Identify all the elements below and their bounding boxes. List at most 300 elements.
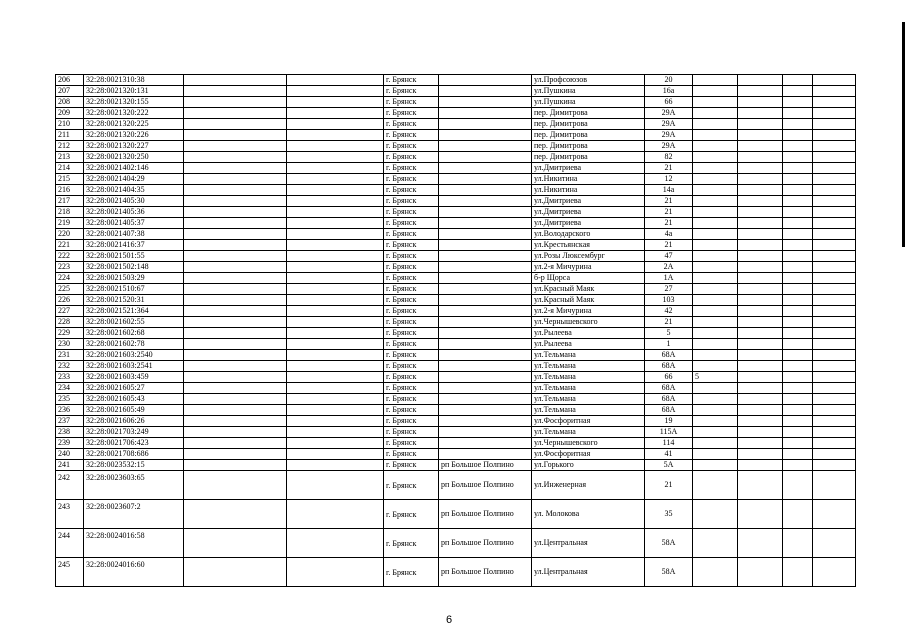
register-table — [55, 74, 856, 587]
row-number: 217 — [56, 196, 84, 207]
empty-cell — [184, 97, 287, 108]
cadastral-number: 32:28:0021602:78 — [84, 339, 184, 350]
empty-cell — [813, 471, 856, 500]
table-row — [56, 119, 856, 130]
extra-cell — [693, 339, 738, 350]
table-row — [56, 427, 856, 438]
house-number: 103 — [645, 295, 693, 306]
empty-cell — [813, 152, 856, 163]
street: ул.Пушкина — [532, 86, 645, 97]
empty-cell — [287, 438, 384, 449]
city: г. Брянск — [384, 372, 439, 383]
row-number: 221 — [56, 240, 84, 251]
city: г. Брянск — [384, 558, 439, 587]
cadastral-number: 32:28:0021502:148 — [84, 262, 184, 273]
empty-cell — [287, 75, 384, 86]
extra-cell — [693, 416, 738, 427]
city: г. Брянск — [384, 207, 439, 218]
empty-cell — [184, 119, 287, 130]
empty-cell — [738, 218, 783, 229]
house-number: 35 — [645, 500, 693, 529]
empty-cell — [783, 86, 813, 97]
empty-cell — [287, 350, 384, 361]
cadastral-number: 32:28:0021603:2540 — [84, 350, 184, 361]
empty-cell — [184, 500, 287, 529]
city: г. Брянск — [384, 328, 439, 339]
empty-cell — [783, 328, 813, 339]
settlement — [439, 383, 532, 394]
row-number: 206 — [56, 75, 84, 86]
empty-cell — [738, 427, 783, 438]
extra-cell — [693, 383, 738, 394]
empty-cell — [287, 185, 384, 196]
empty-cell — [783, 558, 813, 587]
table-row — [56, 394, 856, 405]
empty-cell — [287, 141, 384, 152]
empty-cell — [813, 75, 856, 86]
empty-cell — [184, 306, 287, 317]
empty-cell — [287, 196, 384, 207]
row-number: 242 — [56, 471, 84, 500]
street: ул.Центральная — [532, 558, 645, 587]
empty-cell — [813, 438, 856, 449]
empty-cell — [738, 339, 783, 350]
empty-cell — [783, 240, 813, 251]
street: пер. Димитрова — [532, 119, 645, 130]
cadastral-number: 32:28:0021521:364 — [84, 306, 184, 317]
table-row — [56, 500, 856, 529]
empty-cell — [738, 229, 783, 240]
empty-cell — [813, 500, 856, 529]
empty-cell — [287, 152, 384, 163]
city: г. Брянск — [384, 97, 439, 108]
empty-cell — [813, 405, 856, 416]
cadastral-number: 32:28:0021706:423 — [84, 438, 184, 449]
extra-cell — [693, 273, 738, 284]
city: г. Брянск — [384, 218, 439, 229]
street: ул.Чернышевского — [532, 317, 645, 328]
table-row — [56, 416, 856, 427]
extra-cell — [693, 361, 738, 372]
settlement — [439, 240, 532, 251]
extra-cell: 5 — [693, 372, 738, 383]
street: ул.Тельмана — [532, 350, 645, 361]
house-number: 47 — [645, 251, 693, 262]
city: г. Брянск — [384, 471, 439, 500]
settlement — [439, 119, 532, 130]
row-number: 240 — [56, 449, 84, 460]
empty-cell — [287, 317, 384, 328]
empty-cell — [783, 427, 813, 438]
table-row — [56, 229, 856, 240]
street: б-р Щорса — [532, 273, 645, 284]
table-row — [56, 185, 856, 196]
empty-cell — [813, 86, 856, 97]
empty-cell — [287, 529, 384, 558]
empty-cell — [813, 119, 856, 130]
empty-cell — [813, 273, 856, 284]
row-number: 227 — [56, 306, 84, 317]
city: г. Брянск — [384, 196, 439, 207]
house-number: 68А — [645, 350, 693, 361]
cadastral-number: 32:28:0021503:29 — [84, 273, 184, 284]
empty-cell — [783, 75, 813, 86]
cadastral-number: 32:28:0023607:2 — [84, 500, 184, 529]
extra-cell — [693, 317, 738, 328]
city: г. Брянск — [384, 405, 439, 416]
table-row — [56, 558, 856, 587]
empty-cell — [783, 471, 813, 500]
house-number: 16а — [645, 86, 693, 97]
empty-cell — [184, 108, 287, 119]
city: г. Брянск — [384, 174, 439, 185]
empty-cell — [184, 218, 287, 229]
empty-cell — [783, 163, 813, 174]
cadastral-number: 32:28:0021603:459 — [84, 372, 184, 383]
empty-cell — [813, 427, 856, 438]
empty-cell — [738, 383, 783, 394]
cadastral-number: 32:28:0021320:250 — [84, 152, 184, 163]
empty-cell — [813, 196, 856, 207]
empty-cell — [738, 119, 783, 130]
row-number: 235 — [56, 394, 84, 405]
street: ул.Горького — [532, 460, 645, 471]
table-row — [56, 372, 856, 383]
city: г. Брянск — [384, 119, 439, 130]
empty-cell — [738, 273, 783, 284]
row-number: 239 — [56, 438, 84, 449]
city: г. Брянск — [384, 306, 439, 317]
table-row — [56, 152, 856, 163]
empty-cell — [184, 361, 287, 372]
row-number: 218 — [56, 207, 84, 218]
table-row — [56, 339, 856, 350]
extra-cell — [693, 500, 738, 529]
empty-cell — [287, 174, 384, 185]
city: г. Брянск — [384, 438, 439, 449]
row-number: 212 — [56, 141, 84, 152]
settlement: рп Большое Полпино — [439, 558, 532, 587]
table-row — [56, 273, 856, 284]
settlement — [439, 196, 532, 207]
empty-cell — [184, 141, 287, 152]
settlement — [439, 130, 532, 141]
extra-cell — [693, 207, 738, 218]
empty-cell — [738, 449, 783, 460]
empty-cell — [184, 174, 287, 185]
table-row — [56, 108, 856, 119]
empty-cell — [184, 449, 287, 460]
settlement — [439, 86, 532, 97]
empty-cell — [783, 185, 813, 196]
empty-cell — [813, 529, 856, 558]
row-number: 211 — [56, 130, 84, 141]
row-number: 228 — [56, 317, 84, 328]
row-number: 226 — [56, 295, 84, 306]
street: ул.Тельмана — [532, 372, 645, 383]
row-number: 231 — [56, 350, 84, 361]
empty-cell — [738, 350, 783, 361]
cadastral-number: 32:28:0021405:36 — [84, 207, 184, 218]
empty-cell — [738, 108, 783, 119]
city: г. Брянск — [384, 108, 439, 119]
extra-cell — [693, 174, 738, 185]
city: г. Брянск — [384, 383, 439, 394]
row-number: 232 — [56, 361, 84, 372]
house-number: 68А — [645, 383, 693, 394]
empty-cell — [738, 97, 783, 108]
empty-cell — [738, 500, 783, 529]
empty-cell — [738, 529, 783, 558]
empty-cell — [813, 449, 856, 460]
empty-cell — [287, 218, 384, 229]
city: г. Брянск — [384, 394, 439, 405]
empty-cell — [813, 240, 856, 251]
empty-cell — [738, 240, 783, 251]
empty-cell — [287, 207, 384, 218]
extra-cell — [693, 394, 738, 405]
table-row — [56, 218, 856, 229]
empty-cell — [813, 141, 856, 152]
empty-cell — [738, 152, 783, 163]
settlement — [439, 207, 532, 218]
empty-cell — [738, 438, 783, 449]
house-number: 21 — [645, 218, 693, 229]
cadastral-number: 32:28:0021310:38 — [84, 75, 184, 86]
house-number: 66 — [645, 97, 693, 108]
street: ул.Рылеева — [532, 339, 645, 350]
extra-cell — [693, 405, 738, 416]
empty-cell — [783, 361, 813, 372]
settlement — [439, 229, 532, 240]
table-row — [56, 196, 856, 207]
city: г. Брянск — [384, 350, 439, 361]
empty-cell — [287, 372, 384, 383]
empty-cell — [783, 416, 813, 427]
cadastral-number: 32:28:0021405:30 — [84, 196, 184, 207]
street: ул.Центральная — [532, 529, 645, 558]
row-number: 216 — [56, 185, 84, 196]
extra-cell — [693, 119, 738, 130]
city: г. Брянск — [384, 500, 439, 529]
row-number: 208 — [56, 97, 84, 108]
empty-cell — [184, 262, 287, 273]
settlement — [439, 295, 532, 306]
empty-cell — [287, 251, 384, 262]
cadastral-number: 32:28:0021605:49 — [84, 405, 184, 416]
empty-cell — [184, 163, 287, 174]
empty-cell — [184, 251, 287, 262]
empty-cell — [287, 328, 384, 339]
empty-cell — [738, 416, 783, 427]
empty-cell — [287, 416, 384, 427]
cadastral-number: 32:28:0021404:29 — [84, 174, 184, 185]
street: ул.Крестьянская — [532, 240, 645, 251]
street: ул.Никитина — [532, 185, 645, 196]
table-body — [56, 75, 856, 587]
settlement — [439, 328, 532, 339]
settlement — [439, 350, 532, 361]
empty-cell — [783, 207, 813, 218]
empty-cell — [287, 130, 384, 141]
settlement — [439, 405, 532, 416]
empty-cell — [184, 558, 287, 587]
empty-cell — [184, 328, 287, 339]
row-number: 233 — [56, 372, 84, 383]
empty-cell — [813, 372, 856, 383]
extra-cell — [693, 229, 738, 240]
house-number: 20 — [645, 75, 693, 86]
cadastral-number: 32:28:0021416:37 — [84, 240, 184, 251]
house-number: 21 — [645, 163, 693, 174]
empty-cell — [184, 273, 287, 284]
empty-cell — [813, 251, 856, 262]
settlement — [439, 449, 532, 460]
table-row — [56, 174, 856, 185]
row-number: 237 — [56, 416, 84, 427]
settlement — [439, 284, 532, 295]
cadastral-number: 32:28:0021520:31 — [84, 295, 184, 306]
empty-cell — [783, 262, 813, 273]
empty-cell — [184, 86, 287, 97]
empty-cell — [783, 350, 813, 361]
cadastral-number: 32:28:0021404:35 — [84, 185, 184, 196]
empty-cell — [783, 273, 813, 284]
street: ул.Дмитриева — [532, 218, 645, 229]
extra-cell — [693, 350, 738, 361]
cadastral-number: 32:28:0021605:27 — [84, 383, 184, 394]
settlement — [439, 438, 532, 449]
empty-cell — [738, 174, 783, 185]
empty-cell — [783, 196, 813, 207]
empty-cell — [813, 306, 856, 317]
city: г. Брянск — [384, 130, 439, 141]
house-number: 29А — [645, 119, 693, 130]
empty-cell — [287, 361, 384, 372]
street: ул.Тельмана — [532, 427, 645, 438]
cadastral-number: 32:28:0021603:2541 — [84, 361, 184, 372]
city: г. Брянск — [384, 273, 439, 284]
table-row — [56, 141, 856, 152]
empty-cell — [738, 251, 783, 262]
house-number: 42 — [645, 306, 693, 317]
cadastral-number: 32:28:0021606:26 — [84, 416, 184, 427]
empty-cell — [184, 416, 287, 427]
house-number: 58А — [645, 529, 693, 558]
empty-cell — [783, 218, 813, 229]
empty-cell — [184, 383, 287, 394]
row-number: 245 — [56, 558, 84, 587]
row-number: 215 — [56, 174, 84, 185]
empty-cell — [287, 339, 384, 350]
empty-cell — [813, 416, 856, 427]
extra-cell — [693, 262, 738, 273]
empty-cell — [287, 471, 384, 500]
house-number: 68А — [645, 394, 693, 405]
empty-cell — [184, 394, 287, 405]
empty-cell — [738, 207, 783, 218]
empty-cell — [738, 328, 783, 339]
table-row — [56, 86, 856, 97]
empty-cell — [287, 240, 384, 251]
house-number: 12 — [645, 174, 693, 185]
settlement — [439, 273, 532, 284]
empty-cell — [184, 471, 287, 500]
table-row — [56, 207, 856, 218]
city: г. Брянск — [384, 75, 439, 86]
cadastral-number: 32:28:0024016:60 — [84, 558, 184, 587]
table-row — [56, 97, 856, 108]
cadastral-number: 32:28:0021708:686 — [84, 449, 184, 460]
extra-cell — [693, 130, 738, 141]
settlement — [439, 75, 532, 86]
empty-cell — [783, 130, 813, 141]
settlement — [439, 97, 532, 108]
empty-cell — [738, 130, 783, 141]
empty-cell — [184, 185, 287, 196]
empty-cell — [184, 405, 287, 416]
settlement — [439, 361, 532, 372]
empty-cell — [783, 405, 813, 416]
empty-cell — [813, 350, 856, 361]
empty-cell — [738, 163, 783, 174]
row-number: 234 — [56, 383, 84, 394]
settlement — [439, 372, 532, 383]
empty-cell — [813, 328, 856, 339]
city: г. Брянск — [384, 152, 439, 163]
house-number: 14а — [645, 185, 693, 196]
street: пер. Димитрова — [532, 130, 645, 141]
cadastral-number: 32:28:0023603:65 — [84, 471, 184, 500]
empty-cell — [184, 130, 287, 141]
empty-cell — [287, 558, 384, 587]
city: г. Брянск — [384, 251, 439, 262]
empty-cell — [184, 438, 287, 449]
table-row — [56, 449, 856, 460]
empty-cell — [738, 361, 783, 372]
city: г. Брянск — [384, 185, 439, 196]
empty-cell — [184, 196, 287, 207]
city: г. Брянск — [384, 229, 439, 240]
city: г. Брянск — [384, 339, 439, 350]
house-number: 66 — [645, 372, 693, 383]
city: г. Брянск — [384, 163, 439, 174]
extra-cell — [693, 438, 738, 449]
empty-cell — [184, 529, 287, 558]
empty-cell — [287, 284, 384, 295]
street: ул.Дмитриева — [532, 207, 645, 218]
empty-cell — [287, 86, 384, 97]
extra-cell — [693, 460, 738, 471]
house-number: 114 — [645, 438, 693, 449]
house-number: 21 — [645, 207, 693, 218]
extra-cell — [693, 185, 738, 196]
cadastral-number: 32:28:0021402:146 — [84, 163, 184, 174]
street: пер. Димитрова — [532, 152, 645, 163]
house-number: 58А — [645, 558, 693, 587]
empty-cell — [184, 284, 287, 295]
settlement — [439, 108, 532, 119]
cadastral-number: 32:28:0021501:55 — [84, 251, 184, 262]
empty-cell — [813, 108, 856, 119]
table-row — [56, 438, 856, 449]
empty-cell — [813, 163, 856, 174]
row-number: 238 — [56, 427, 84, 438]
street: ул.Тельмана — [532, 361, 645, 372]
row-number: 223 — [56, 262, 84, 273]
street: ул.Володарского — [532, 229, 645, 240]
city: г. Брянск — [384, 284, 439, 295]
